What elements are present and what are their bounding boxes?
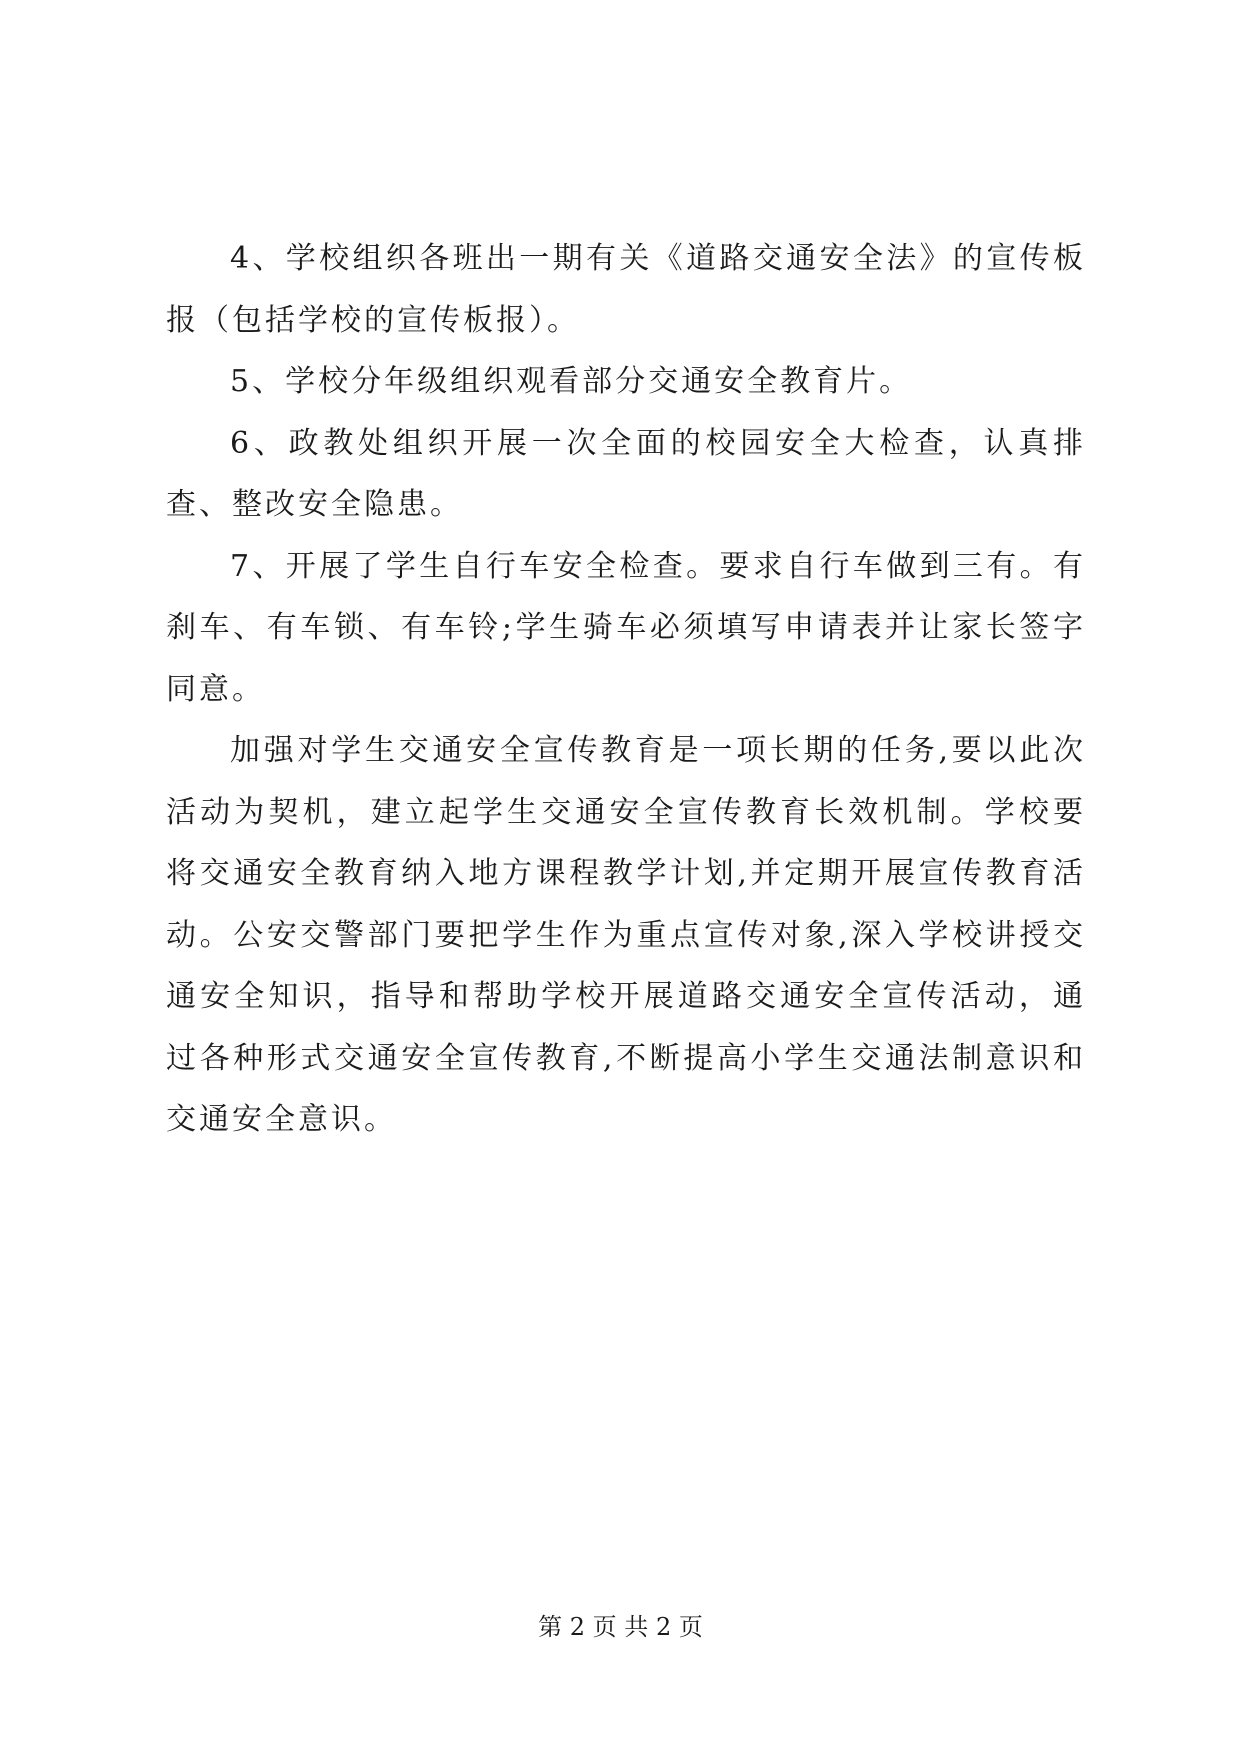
page-footer: 第 2 页 共 2 页 [538,1613,703,1641]
paragraph-item-4: 4、学校组织各班出一期有关《道路交通安全法》的宣传板报（包括学校的宣传板报）。 [166,241,1086,338]
paragraph-item-6: 6、政教处组织开展一次全面的校园安全大检查，认真排查、整改安全隐患。 [166,425,1086,522]
paragraph-item-7: 7、开展了学生自行车安全检查。要求自行车做到三有。有刹车、有车锁、有车铃;学生骑车必须填写申请表并让家长签字同意。 [166,548,1086,707]
paragraph-conclusion: 加强对学生交通安全宣传教育是一项长期的任务,要以此次活动为契机，建立起学生交通安全宣传教育长效机制。学校要将交通安全教育纳入地方课程教学计划,并定期开展宣传教育活动。公安交警部门要把学生作为重点宣传对象,深入学校讲授交通安全知识，指导和帮助学校开展道路交通安全宣传活动，通过各种形式交通安全宣传教育,不断提高小学生交通法制意识和交通安全意识。 [166,733,1086,1137]
paragraph-item-5: 5、学校分年级组织观看部分交通安全教育片。 [230,364,913,399]
document-body [166,228,1086,1151]
